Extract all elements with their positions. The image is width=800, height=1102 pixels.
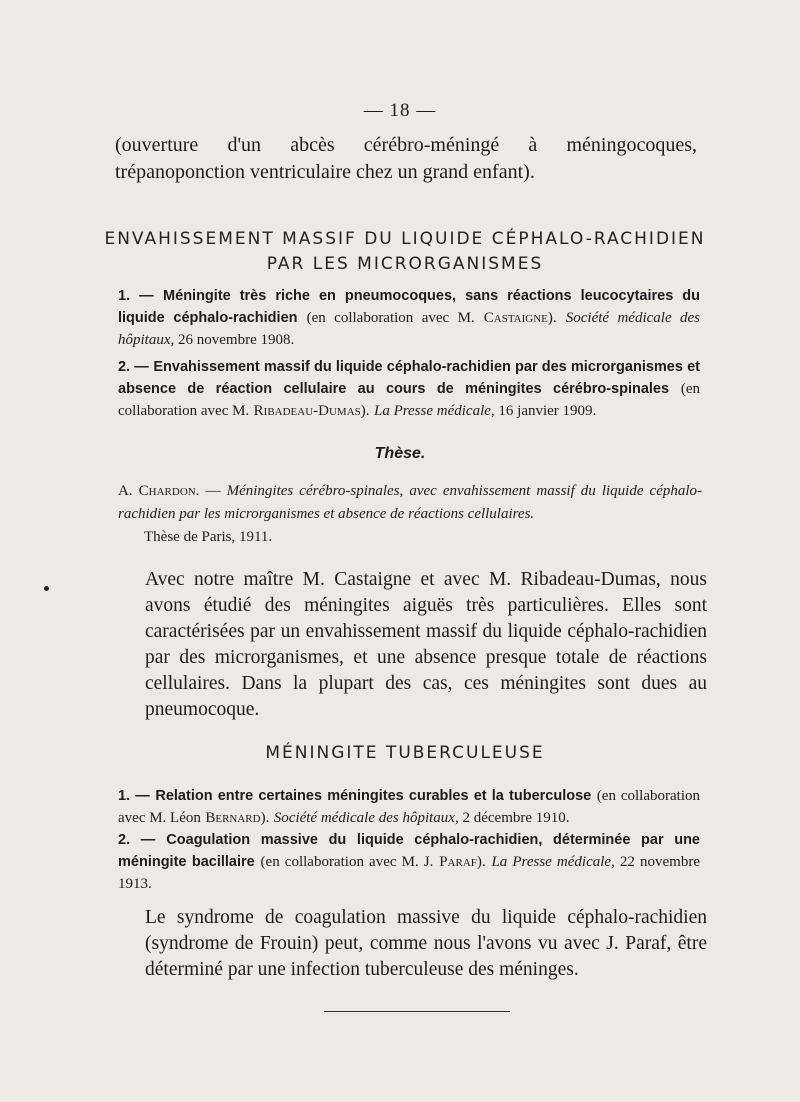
section-heading-tuberculeuse: MÉNINGITE TUBERCULEUSE	[265, 743, 545, 763]
item-title: Coagulation massive du liquide céphalo-rachidien, déterminée par une méningite bacillaire	[118, 832, 700, 870]
item-number: 1. —	[118, 288, 154, 304]
item-number: 2. —	[118, 832, 156, 848]
publication-item-3	[118, 785, 700, 829]
section-heading-envahissement	[100, 227, 710, 277]
item-author: Paraf	[439, 854, 477, 870]
item-author: Ribadeau-Dumas	[253, 403, 361, 419]
publication-item-2	[118, 356, 700, 422]
paragraph-text: Avec notre maître M. Castaigne et avec M. Ribadeau-Dumas, nous avons étudié des méningites aiguës très particulières. Elles sont caractérisées par un envahissement massif du liquide céphalo-rachidien par des microrganismes, et une absence presque totale de réactions cellulaires. Dans la plupart des cas, ces méningites sont dues au pneumocoque.	[145, 569, 707, 720]
publication-item-1	[118, 285, 700, 351]
publication-item-4	[118, 829, 700, 895]
item-title: Relation entre certaines méningites curables et la tuberculose	[155, 788, 592, 804]
item-journal: Société médicale des hôpitaux	[118, 310, 701, 348]
citation-title: Méningites cérébro-spinales, avec envahissement massif du liquide céphalo-rachidien par les microrganismes et absence de réactions cellulaires.	[118, 483, 703, 522]
item-author: Bernard	[205, 810, 261, 826]
item-title: Méningite très riche en pneumocoques, sans réactions leucocytaires du liquide céphalo-rachidien	[118, 288, 701, 326]
paragraph-text: Le syndrome de coagulation massive du liquide céphalo-rachidien (syndrome de Frouin) peut, comme nous l'avons vu avec J. Paraf, être déterminé par une infection tuberculeuse des méninges.	[145, 907, 707, 980]
section-heading-line1: ENVAHISSEMENT MASSIF DU LIQUIDE CÉPHALO-RACHIDIEN	[104, 229, 706, 249]
page-number: — 18 —	[363, 100, 437, 121]
body-paragraph-2	[120, 905, 707, 983]
item-date: , 26 novembre 1908.	[170, 332, 295, 348]
body-paragraph-1	[120, 567, 707, 723]
item-collab: (en collaboration avec M.	[118, 381, 701, 419]
item-journal: La Presse médicale	[491, 854, 612, 870]
item-author: Castaigne	[483, 310, 548, 326]
item-journal: La Presse médicale	[373, 403, 491, 419]
item-close: ).	[360, 403, 370, 419]
these-heading: Thèse.	[374, 445, 426, 462]
item-close: ).	[260, 810, 270, 826]
citation-author: Chardon	[138, 483, 196, 499]
citation-label: A.	[118, 483, 133, 499]
item-collab: (en collaboration avec M. J.	[260, 854, 434, 870]
closing-rule	[324, 1011, 510, 1012]
citation-place: Thèse de Paris, 1911.	[144, 529, 273, 545]
item-collab: (en collaboration avec M. Léon	[118, 788, 700, 826]
item-date: , 22 novembre 1913.	[118, 854, 701, 892]
item-date: , 2 décembre 1910.	[454, 810, 570, 826]
citation-dash: . —	[195, 483, 221, 499]
item-title: Envahissement massif du liquide céphalo-rachidien par des microrganismes et absence de réaction cellulaire au cours de méningites cérébro-spinales	[118, 359, 700, 397]
section-heading-line2: PAR LES MICRORGANISMES	[266, 254, 544, 274]
item-journal: Société médicale des hôpitaux	[273, 810, 455, 826]
item-close: ).	[547, 310, 557, 326]
item-collab: (en collaboration avec M.	[306, 310, 475, 326]
item-close: ).	[476, 854, 486, 870]
margin-mark	[44, 586, 49, 591]
item-number: 1. —	[118, 788, 150, 804]
item-date: , 16 janvier 1909.	[490, 403, 597, 419]
these-citation	[118, 480, 702, 549]
continuation-text: (ouverture d'un abcès cérébro-méningé à méningocoques, trépanoponction ventriculaire chez un grand enfant).	[115, 134, 697, 183]
item-number: 2. —	[118, 359, 149, 375]
